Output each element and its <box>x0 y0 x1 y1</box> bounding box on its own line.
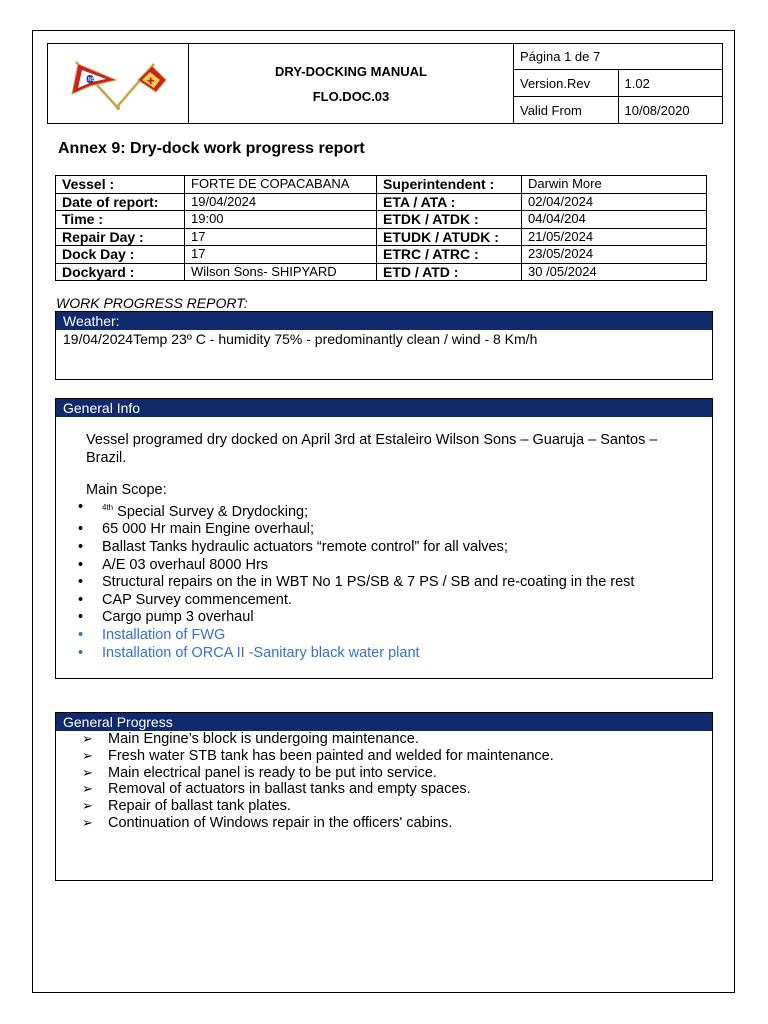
list-item: • Installation of ORCA II -Sanitary black water plant <box>78 644 420 661</box>
table-row <box>56 246 707 264</box>
field-label: Dock Day : <box>56 246 185 264</box>
table-row <box>56 193 707 211</box>
general-progress-section <box>55 712 713 881</box>
list-item: ➢ Removal of actuators in ballast tanks and empty spaces. <box>82 781 471 798</box>
list-item: • CAP Survey commencement. <box>78 591 292 608</box>
general-info-paragraph: Vessel programed dry docked on April 3rd at Estaleiro Wilson Sons – Guaruja – Santos – Brazil. <box>86 432 658 466</box>
field-label: ETRC / ATRC : <box>377 246 522 264</box>
list-item: ➢ Main Engine’s block is undergoing maintenance. <box>82 731 419 747</box>
header-title-cell <box>189 44 514 124</box>
table-row <box>56 211 707 229</box>
field-label: ETUDK / ATUDK : <box>377 228 522 246</box>
field-value: Darwin More <box>522 176 707 194</box>
bullet-icon: • <box>78 499 84 515</box>
bullet-icon: • <box>78 644 84 661</box>
valid-from-value: 10/08/2020 <box>618 97 723 124</box>
bullet-icon: • <box>78 609 84 626</box>
arrow-bullet-icon: ➢ <box>82 814 93 830</box>
field-value: 19/04/2024 <box>185 193 377 211</box>
annex-number: Annex 9: <box>58 140 126 157</box>
list-item: ➢ Fresh water STB tank has been painted and welded for maintenance. <box>82 747 554 764</box>
main-scope-list <box>56 499 712 662</box>
field-label: Time : <box>56 211 185 229</box>
weather-section <box>55 311 713 380</box>
field-value: 04/04/204 <box>522 211 707 229</box>
arrow-bullet-icon: ➢ <box>82 781 93 797</box>
arrow-bullet-icon: ➢ <box>82 798 93 814</box>
field-value: 02/04/2024 <box>522 193 707 211</box>
annex-heading: Dry-dock work progress report <box>125 140 365 157</box>
field-label: ETA / ATA : <box>377 193 522 211</box>
bullet-icon: • <box>78 591 84 608</box>
list-item: • Installation of FWG <box>78 626 226 643</box>
list-item: • $^{4th}$ Special Survey & Drydocking; <box>78 499 309 520</box>
svg-text:✚: ✚ <box>147 77 155 87</box>
field-value: 17 <box>185 246 377 264</box>
field-value: FORTE DE COPACABANA <box>185 176 377 194</box>
field-label: Vessel : <box>56 176 185 194</box>
version-value: 1.02 <box>618 70 723 97</box>
arrow-bullet-icon: ➢ <box>82 747 93 763</box>
list-item: ➢ Main electrical panel is ready to be put into service. <box>82 764 437 781</box>
field-value: 19:00 <box>185 211 377 229</box>
valid-from-label: Valid From <box>514 97 619 124</box>
list-item: • Structural repairs on the in WBT No 1 PS/SB & 7 PS / SB and re-coating in the rest <box>78 574 635 591</box>
weather-text: 19/04/2024Temp 23º C - humidity 75% - predominantly clean / wind - 8 Km/h <box>63 331 538 347</box>
list-item: • Cargo pump 3 overhaul <box>78 609 254 626</box>
company-logo <box>48 44 189 124</box>
field-label: Dockyard : <box>56 263 185 281</box>
field-value: 30 /05/2024 <box>522 263 707 281</box>
bullet-icon: • <box>78 556 84 573</box>
crossed-flags-logo <box>58 50 178 114</box>
field-value: 17 <box>185 228 377 246</box>
version-label: Version.Rev <box>514 70 619 97</box>
document-code: FLO.DOC.03 <box>312 88 390 104</box>
weather-header: Weather: <box>56 312 712 330</box>
bullet-icon: • <box>78 626 84 643</box>
table-row <box>56 263 707 281</box>
progress-list <box>56 731 712 832</box>
arrow-bullet-icon: ➢ <box>82 731 93 746</box>
list-item: • 65 000 Hr main Engine overhaul; <box>78 521 314 538</box>
field-label: Date of report: <box>56 193 185 211</box>
general-info-section <box>55 398 713 679</box>
svg-text:INE: INE <box>86 77 95 83</box>
list-item: • Ballast Tanks hydraulic actuators “remote control” for all valves; <box>78 539 508 556</box>
bullet-icon: • <box>78 521 84 538</box>
list-item: ➢ Repair of ballast tank plates. <box>82 798 291 815</box>
field-label: Repair Day : <box>56 228 185 246</box>
main-scope-label: Main Scope: <box>86 482 167 498</box>
general-progress-header: General Progress <box>56 713 712 731</box>
bullet-icon: • <box>78 574 84 591</box>
field-label: Superintendent : <box>377 176 522 194</box>
list-item: • A/E 03 overhaul 8000 Hrs <box>78 556 269 573</box>
table-row <box>56 228 707 246</box>
manual-title: DRY-DOCKING MANUAL <box>275 63 427 79</box>
list-item: ➢ Continuation of Windows repair in the officers' cabins. <box>82 814 453 831</box>
field-value: 23/05/2024 <box>522 246 707 264</box>
work-progress-heading: WORK PROGRESS REPORT: <box>56 295 248 311</box>
document-header <box>47 43 723 124</box>
bullet-icon: • <box>78 539 84 556</box>
table-row <box>56 176 707 194</box>
ordinal-superscript: 4th <box>102 503 114 512</box>
page-number: Página 1 de 7 <box>514 44 723 70</box>
field-value: 21/05/2024 <box>522 228 707 246</box>
field-label: ETDK / ATDK : <box>377 211 522 229</box>
vessel-info-table <box>55 175 707 281</box>
arrow-bullet-icon: ➢ <box>82 764 93 780</box>
field-label: ETD / ATD : <box>377 263 522 281</box>
general-info-header: General Info <box>56 399 712 417</box>
field-value: Wilson Sons- SHIPYARD <box>185 263 377 281</box>
annex-title <box>58 140 365 158</box>
